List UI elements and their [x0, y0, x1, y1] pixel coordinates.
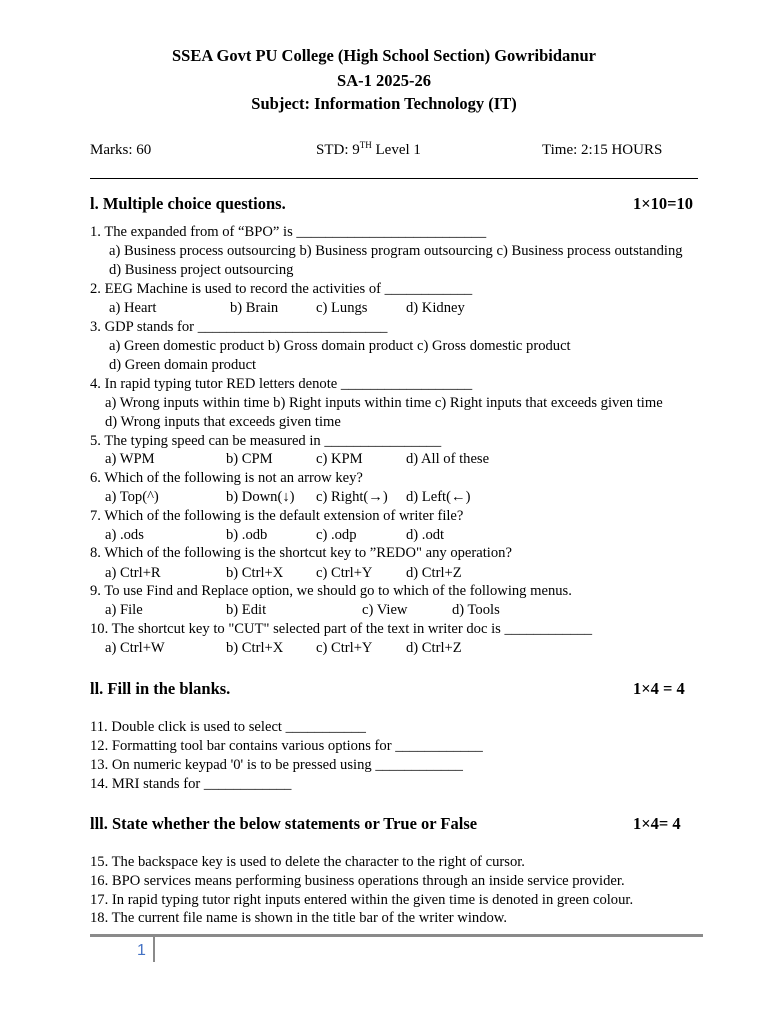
- section-2-title: ll. Fill in the blanks.: [90, 679, 231, 698]
- time-label: Time: 2:15 HOURS: [542, 142, 663, 158]
- question-9-option-d: d) Tools: [452, 602, 500, 618]
- question-2-option-d: d) Kidney: [406, 300, 465, 316]
- question-6-option-d: d) Left(←): [406, 489, 471, 505]
- question-7-option-c: c) .odp: [316, 527, 357, 543]
- question-7-option-b: b) .odb: [226, 527, 268, 543]
- fill-blank-11: 11. Double click is used to select ___________: [90, 719, 366, 735]
- question-2-option-a: a) Heart: [109, 300, 157, 316]
- question-10-option-d: d) Ctrl+Z: [406, 640, 462, 656]
- question-5-option-c: c) KPM: [316, 451, 363, 467]
- question-8-option-d: d) Ctrl+Z: [406, 565, 462, 581]
- question-2: 2. EEG Machine is used to record the activities of ____________: [90, 281, 473, 297]
- question-4-options-line-1: a) Wrong inputs within time b) Right inputs within time c) Right inputs that exceeds given time: [105, 395, 663, 411]
- section-2-marks: 1×4 = 4: [633, 679, 685, 698]
- true-false-16: 16. BPO services means performing business operations through an inside service provider.: [90, 873, 625, 889]
- question-3-options-line-2: d) Green domain product: [109, 357, 257, 373]
- question-9-option-b: b) Edit: [226, 602, 267, 618]
- true-false-18: 18. The current file name is shown in the title bar of the writer window.: [90, 910, 508, 926]
- question-9-option-c: c) View: [362, 602, 408, 618]
- question-6-option-b: b) Down(↓): [226, 489, 295, 505]
- section-1-title: l. Multiple choice questions.: [90, 194, 286, 213]
- question-10: 10. The shortcut key to "CUT" selected part of the text in writer doc is ____________: [90, 621, 593, 637]
- question-6: 6. Which of the following is not an arrow key?: [90, 470, 363, 486]
- question-6-option-c: c) Right(→): [316, 489, 388, 505]
- footer-page-separator: [153, 937, 155, 962]
- question-2-option-b: b) Brain: [230, 300, 279, 316]
- question-7-option-a: a) .ods: [105, 527, 144, 543]
- subject-title: Subject: Information Technology (IT): [251, 94, 517, 113]
- question-8-option-b: b) Ctrl+X: [226, 565, 284, 581]
- fill-blank-12: 12. Formatting tool bar contains various options for ____________: [90, 738, 483, 754]
- question-6-option-a: a) Top(^): [105, 489, 159, 505]
- question-3: 3. GDP stands for __________________________: [90, 319, 388, 335]
- question-8-option-a: a) Ctrl+R: [105, 565, 161, 581]
- question-10-option-c: c) Ctrl+Y: [316, 640, 373, 656]
- question-10-option-a: a) Ctrl+W: [105, 640, 165, 656]
- exam-title: SA-1 2025-26: [337, 71, 431, 90]
- question-2-option-c: c) Lungs: [316, 300, 368, 316]
- question-5-option-a: a) WPM: [105, 451, 155, 467]
- question-5-option-d: d) All of these: [406, 451, 490, 467]
- question-9: 9. To use Find and Replace option, we should go to which of the following menus.: [90, 583, 572, 599]
- fill-blank-14: 14. MRI stands for ____________: [90, 776, 292, 792]
- question-1-options-line-1: a) Business process outsourcing b) Business program outsourcing c) Business process outstanding: [109, 243, 683, 259]
- school-title: SSEA Govt PU College (High School Section) Gowribidanur: [172, 46, 596, 65]
- header-divider: [90, 178, 698, 179]
- section-3-marks: 1×4= 4: [633, 814, 681, 833]
- question-1-options-line-2: d) Business project outsourcing: [109, 262, 294, 278]
- question-4-options-line-2: d) Wrong inputs that exceeds given time: [105, 414, 341, 430]
- marks-label: Marks: 60: [90, 142, 152, 158]
- question-7: 7. Which of the following is the default extension of writer file?: [90, 508, 464, 524]
- fill-blank-13: 13. On numeric keypad '0' is to be pressed using ____________: [90, 757, 463, 773]
- question-8-option-c: c) Ctrl+Y: [316, 565, 373, 581]
- section-3-title: lll. State whether the below statements or True or False: [90, 814, 478, 833]
- section-1-marks: 1×10=10: [633, 194, 694, 213]
- question-9-option-a: a) File: [105, 602, 143, 618]
- question-7-option-d: d) .odt: [406, 527, 445, 543]
- question-8: 8. Which of the following is the shortcut key to ”REDO" any operation?: [90, 545, 512, 561]
- true-false-15: 15. The backspace key is used to delete the character to the right of cursor.: [90, 854, 525, 870]
- question-5-option-b: b) CPM: [226, 451, 273, 467]
- std-label: STD: 9TH Level 1: [316, 140, 421, 158]
- question-3-options-line-1: a) Green domestic product b) Gross domain product c) Gross domestic product: [109, 338, 571, 354]
- question-10-option-b: b) Ctrl+X: [226, 640, 284, 656]
- question-5: 5. The typing speed can be measured in ________________: [90, 433, 442, 449]
- footer-divider: [90, 934, 703, 937]
- page-number: 1: [137, 942, 146, 959]
- question-4: 4. In rapid typing tutor RED letters denote __________________: [90, 376, 473, 392]
- question-1: 1. The expanded from of “BPO” is __________________________: [90, 224, 487, 240]
- true-false-17: 17. In rapid typing tutor right inputs entered within the given time is denoted in green colour.: [90, 892, 634, 908]
